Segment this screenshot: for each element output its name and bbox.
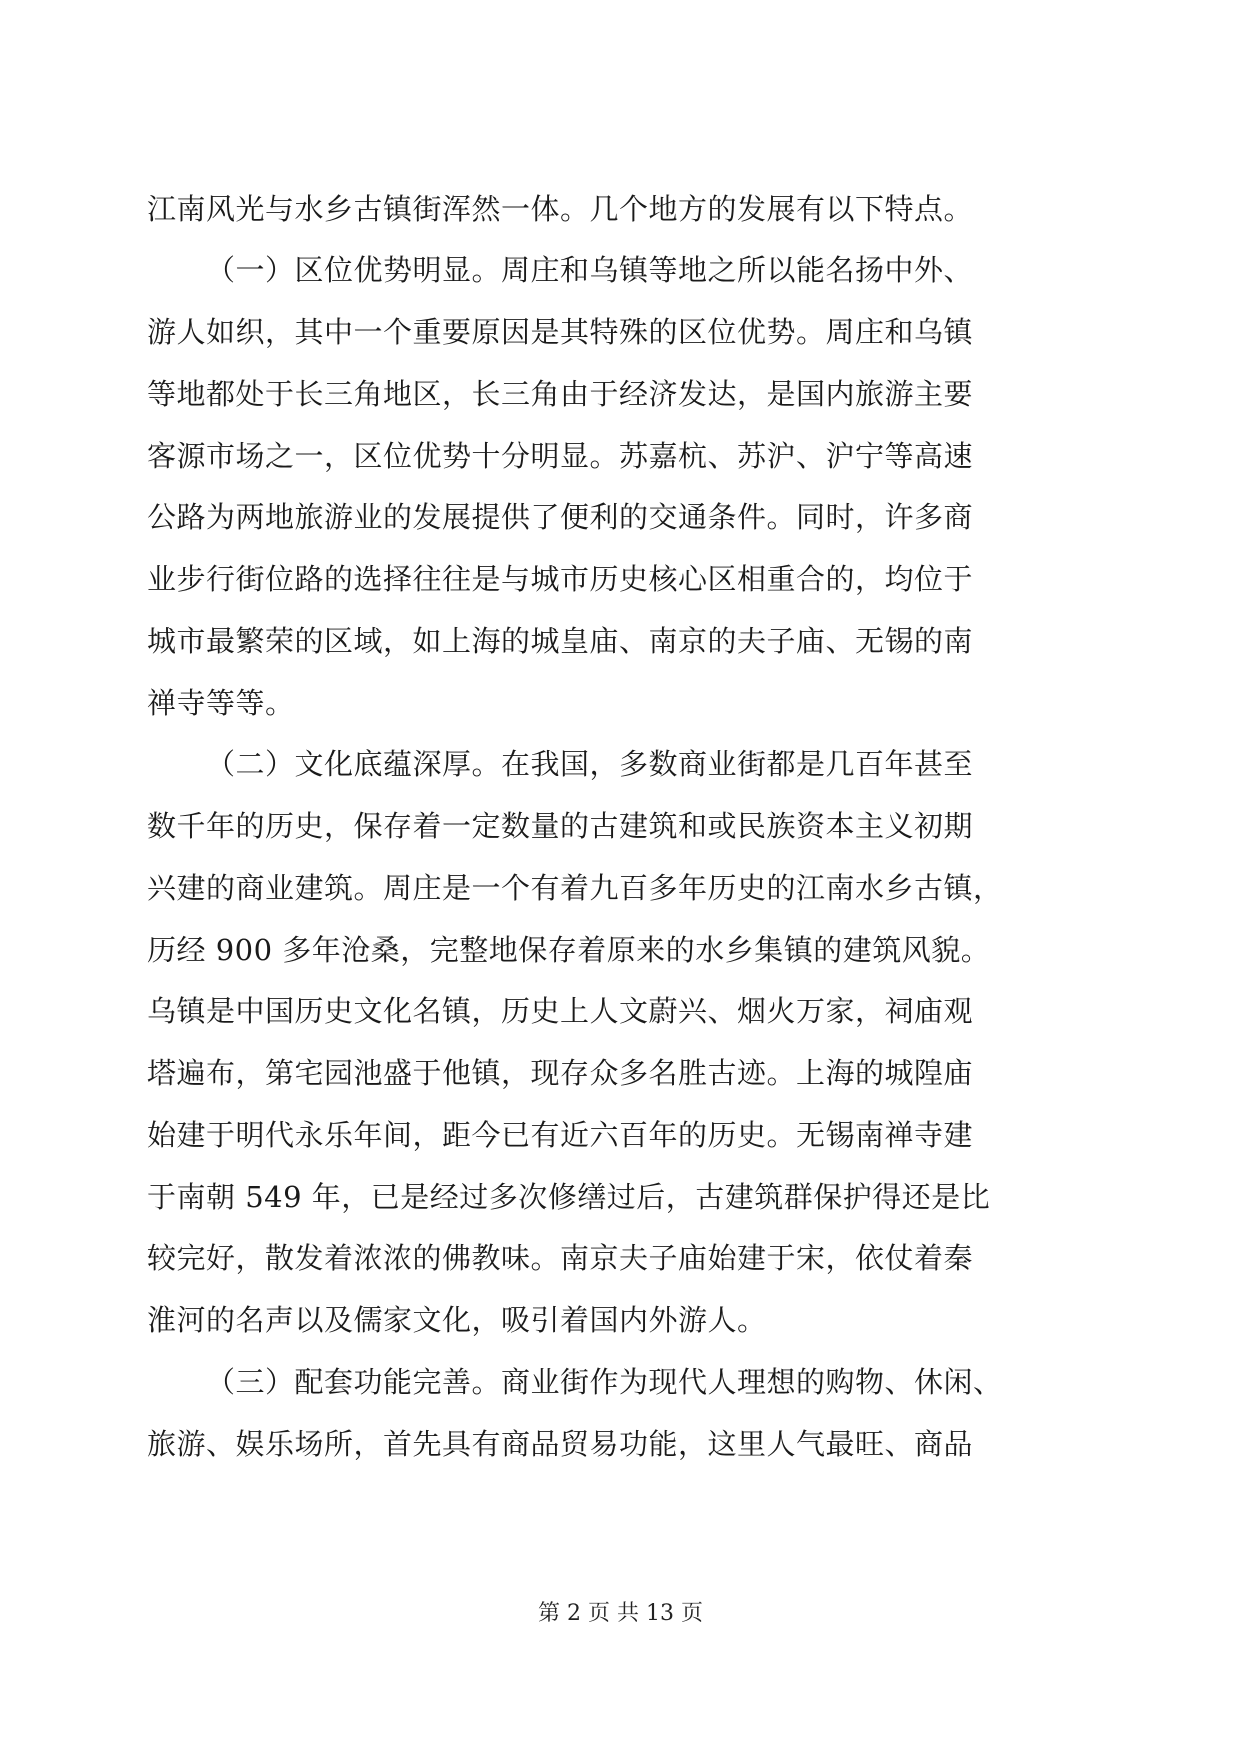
text-line: 兴建的商业建筑。周庄是一个有着九百多年历史的江南水乡古镇，	[147, 871, 1003, 905]
text-line: 淮河的名声以及儒家文化，吸引着国内外游人。	[147, 1303, 767, 1337]
text-line: 禅寺等等。	[147, 686, 295, 720]
page-number-footer: 第 2 页 共 13 页	[538, 1601, 703, 1626]
text-line: 较完好，散发着浓浓的佛教味。南京夫子庙始建于宋，依仗着秦	[147, 1241, 974, 1275]
text-line: 等地都处于长三角地区，长三角由于经济发达，是国内旅游主要	[147, 377, 974, 411]
text-line: 旅游、娱乐场所，首先具有商品贸易功能，这里人气最旺、商品	[147, 1427, 974, 1461]
paragraph-start-line: （一）区位优势明显。周庄和乌镇等地之所以能名扬中外、	[206, 253, 974, 287]
text-line: 数千年的历史，保存着一定数量的古建筑和或民族资本主义初期	[147, 809, 974, 843]
text-line: 历经 900 多年沧桑，完整地保存着原来的水乡集镇的建筑风貌。	[147, 933, 991, 967]
text-line: 游人如织，其中一个重要原因是其特殊的区位优势。周庄和乌镇	[147, 315, 974, 349]
paragraph-start-line: （三）配套功能完善。商业街作为现代人理想的购物、休闲、	[206, 1365, 1003, 1399]
text-line: 客源市场之一，区位优势十分明显。苏嘉杭、苏沪、沪宁等高速	[147, 439, 974, 473]
text-line: 乌镇是中国历史文化名镇，历史上人文蔚兴、烟火万家，祠庙观	[147, 994, 974, 1028]
text-line: 业步行街位路的选择往往是与城市历史核心区相重合的，均位于	[147, 562, 974, 596]
text-line: 城市最繁荣的区域，如上海的城皇庙、南京的夫子庙、无锡的南	[147, 624, 974, 658]
text-line: 始建于明代永乐年间，距今已有近六百年的历史。无锡南禅寺建	[147, 1118, 974, 1152]
text-line: 江南风光与水乡古镇街浑然一体。几个地方的发展有以下特点。	[147, 192, 974, 226]
text-line: 公路为两地旅游业的发展提供了便利的交通条件。同时，许多商	[147, 500, 974, 534]
paragraph-start-line: （二）文化底蕴深厚。在我国，多数商业街都是几百年甚至	[206, 747, 974, 781]
text-line: 塔遍布，第宅园池盛于他镇，现存众多名胜古迹。上海的城隍庙	[147, 1056, 974, 1090]
text-line: 于南朝 549 年，已是经过多次修缮过后，古建筑群保护得还是比	[147, 1180, 991, 1214]
